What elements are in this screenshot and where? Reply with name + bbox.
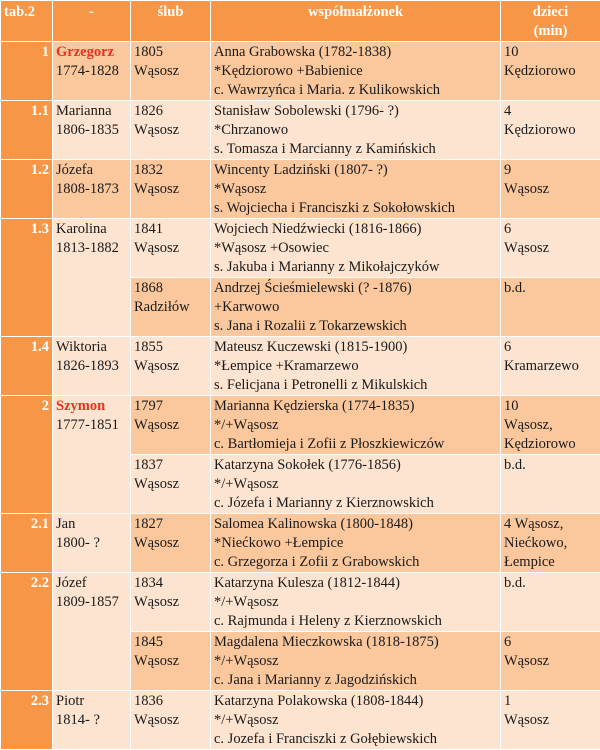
children-count: b.d. [504, 574, 597, 593]
spouse-life: */+Wąsosz [214, 475, 497, 494]
marriage-date: 1836 [134, 692, 207, 711]
row-index: 1 [1, 42, 53, 101]
spouse-cell [211, 101, 501, 160]
person-cell [53, 160, 131, 219]
marriage-place: Wąsosz [134, 239, 207, 258]
table-row [1, 219, 600, 278]
person-years: 1813-1882 [56, 239, 127, 258]
spouse-name: Wojciech Niedźwiecki (1816-1866) [214, 220, 497, 239]
marriage-place: Radziłów [134, 298, 207, 317]
row-index: 2 [1, 396, 53, 514]
children-cell [501, 573, 600, 632]
spouse-life: *Niećkowo +Łempice [214, 534, 497, 553]
marriage-place: Wąsosz [134, 357, 207, 376]
person-years: 1777-1851 [56, 416, 127, 435]
children-count: 4 [504, 102, 597, 121]
spouse-parents: s. Felicjana i Petronelli z Mikulskich [214, 376, 497, 395]
spouse-life: *Kędziorowo +Babienice [214, 62, 497, 81]
row-index: 1.1 [1, 101, 53, 160]
header-row [1, 1, 600, 42]
spouse-parents: c. Wawrzyńca i Maria. z Kulikowskich [214, 81, 497, 100]
children-place: Niećkowo, [504, 534, 597, 553]
spouse-cell [211, 396, 501, 455]
person-cell [53, 396, 131, 514]
header-children-label: dzieci [504, 3, 597, 22]
marriage-date: 1837 [134, 456, 207, 475]
person-years: 1808-1873 [56, 180, 127, 199]
spouse-life: */+Wąsosz [214, 711, 497, 730]
person-name: Grzegorz [56, 43, 127, 62]
spouse-name: Wincenty Ladziński (1807- ?) [214, 161, 497, 180]
spouse-cell [211, 632, 501, 691]
spouse-parents: s. Tomasza i Marcianny z Kamińskich [214, 140, 497, 159]
spouse-parents: c. Bartłomieja i Zofii z Płoszkiewiczów [214, 435, 497, 454]
marriage-date: 1832 [134, 161, 207, 180]
children-cell [501, 396, 600, 455]
person-cell [53, 573, 131, 691]
person-cell [53, 514, 131, 573]
children-place: Wąsosz [504, 239, 597, 258]
person-years: 1774-1828 [56, 62, 127, 81]
header-tab: tab.2 [1, 1, 53, 42]
marriage-cell [131, 455, 211, 514]
children-cell [501, 219, 600, 278]
marriage-place: Wąsosz [134, 416, 207, 435]
spouse-cell [211, 455, 501, 514]
children-count: 4 Wąsosz, [504, 515, 597, 534]
table-row [1, 42, 600, 101]
spouse-name: Katarzyna Polakowska (1808-1844) [214, 692, 497, 711]
marriage-place: Wąsosz [134, 652, 207, 671]
person-cell [53, 42, 131, 101]
person-cell [53, 337, 131, 396]
children-place: Wąsosz, [504, 416, 597, 435]
children-cell [501, 514, 600, 573]
spouse-name: Stanisław Sobolewski (1796- ?) [214, 102, 497, 121]
children-cell [501, 691, 600, 750]
children-count: 6 [504, 633, 597, 652]
spouse-name: Magdalena Mieczkowska (1818-1875) [214, 633, 497, 652]
spouse-cell [211, 160, 501, 219]
table-row [1, 573, 600, 632]
spouse-name: Mateusz Kuczewski (1815-1900) [214, 338, 497, 357]
children-cell [501, 632, 600, 691]
spouse-cell [211, 219, 501, 278]
table-row [1, 337, 600, 396]
table-row [1, 691, 600, 750]
children-cell [501, 278, 600, 337]
table-row [1, 514, 600, 573]
spouse-parents: c. Józefa i Marianny z Kierznowskich [214, 494, 497, 513]
marriage-cell [131, 573, 211, 632]
person-name: Jan [56, 515, 127, 534]
children-cell [501, 42, 600, 101]
spouse-cell [211, 42, 501, 101]
children-count: 10 [504, 397, 597, 416]
children-cell [501, 455, 600, 514]
spouse-cell [211, 278, 501, 337]
person-years: 1809-1857 [56, 593, 127, 612]
person-name: Piotr [56, 692, 127, 711]
person-name: Szymon [56, 397, 127, 416]
marriage-cell [131, 278, 211, 337]
person-years: 1806-1835 [56, 121, 127, 140]
marriage-cell [131, 42, 211, 101]
spouse-parents: c. Jozefa i Franciszki z Gołębiewskich [214, 730, 497, 749]
spouse-parents: c. Grzegorza i Zofii z Grabowskich [214, 553, 497, 572]
marriage-date: 1805 [134, 43, 207, 62]
spouse-cell [211, 514, 501, 573]
table-row [1, 101, 600, 160]
spouse-life: +Karwowo [214, 298, 497, 317]
marriage-date: 1868 [134, 279, 207, 298]
marriage-cell [131, 691, 211, 750]
spouse-parents: s. Wojciecha i Franciszki z Sokołowskich [214, 199, 497, 218]
spouse-name: Salomea Kalinowska (1800-1848) [214, 515, 497, 534]
marriage-date: 1834 [134, 574, 207, 593]
marriage-date: 1826 [134, 102, 207, 121]
spouse-cell [211, 337, 501, 396]
marriage-cell [131, 337, 211, 396]
header-dash: - [53, 1, 131, 42]
person-cell [53, 691, 131, 750]
children-place: Wąsosz [504, 711, 597, 730]
spouse-name: Andrzej Ścieśmielewski (? -1876) [214, 279, 497, 298]
children-place: Wąsosz [504, 652, 597, 671]
children-count: 6 [504, 338, 597, 357]
spouse-cell [211, 573, 501, 632]
spouse-parents: s. Jana i Rozalii z Tokarzewskich [214, 317, 497, 336]
spouse-life: */+Wąsosz [214, 652, 497, 671]
children-place: Kramarzewo [504, 357, 597, 376]
children-count: b.d. [504, 456, 597, 475]
marriage-date: 1841 [134, 220, 207, 239]
marriage-place: Wąsosz [134, 534, 207, 553]
row-index: 2.1 [1, 514, 53, 573]
marriage-cell [131, 160, 211, 219]
children-cell [501, 160, 600, 219]
spouse-name: Marianna Kędzierska (1774-1835) [214, 397, 497, 416]
children-count: b.d. [504, 279, 597, 298]
marriage-place: Wąsosz [134, 711, 207, 730]
spouse-name: Katarzyna Sokołek (1776-1856) [214, 456, 497, 475]
table-row [1, 396, 600, 455]
header-children [501, 1, 600, 42]
person-name: Marianna [56, 102, 127, 121]
spouse-parents: s. Jakuba i Marianny z Mikołajczyków [214, 258, 497, 277]
person-years: 1814- ? [56, 711, 127, 730]
spouse-parents: c. Rajmunda i Heleny z Kierznowskich [214, 612, 497, 631]
spouse-cell [211, 691, 501, 750]
table-row [1, 160, 600, 219]
marriage-cell [131, 219, 211, 278]
marriage-date: 1827 [134, 515, 207, 534]
children-count: 9 [504, 161, 597, 180]
spouse-life: */+Wąsosz [214, 416, 497, 435]
children-place-2: Kędziorowo [504, 435, 597, 454]
spouse-name: Katarzyna Kulesza (1812-1844) [214, 574, 497, 593]
marriage-place: Wąsosz [134, 593, 207, 612]
person-name: Józef [56, 574, 127, 593]
spouse-life: */+Wąsosz [214, 593, 497, 612]
marriage-date: 1855 [134, 338, 207, 357]
children-count: 1 [504, 692, 597, 711]
marriage-date: 1797 [134, 397, 207, 416]
row-index: 2.3 [1, 691, 53, 750]
row-index: 1.2 [1, 160, 53, 219]
marriage-cell [131, 632, 211, 691]
spouse-life: *Wąsosz [214, 180, 497, 199]
header-spouse: współmałżonek [211, 1, 501, 42]
marriage-cell [131, 101, 211, 160]
marriage-place: Wąsosz [134, 121, 207, 140]
person-cell [53, 219, 131, 337]
spouse-parents: c. Jana i Marianny z Jagodzińskich [214, 671, 497, 690]
children-cell [501, 337, 600, 396]
children-place: Kędziorowo [504, 62, 597, 81]
marriage-date: 1845 [134, 633, 207, 652]
marriage-place: Wąsosz [134, 62, 207, 81]
spouse-name: Anna Grabowska (1782-1838) [214, 43, 497, 62]
children-count: 6 [504, 220, 597, 239]
marriage-place: Wąsosz [134, 475, 207, 494]
person-name: Karolina [56, 220, 127, 239]
children-place-2: Łempice [504, 553, 597, 572]
header-children-min: (min) [504, 22, 597, 41]
person-years: 1800- ? [56, 534, 127, 553]
marriage-cell [131, 396, 211, 455]
row-index: 2.2 [1, 573, 53, 691]
row-index: 1.3 [1, 219, 53, 337]
person-years: 1826-1893 [56, 357, 127, 376]
header-slub: ślub [131, 1, 211, 42]
children-cell [501, 101, 600, 160]
children-place: Kędziorowo [504, 121, 597, 140]
person-name: Józefa [56, 161, 127, 180]
spouse-life: *Łempice +Kramarzewo [214, 357, 497, 376]
spouse-life: *Wąsosz +Osowiec [214, 239, 497, 258]
row-index: 1.4 [1, 337, 53, 396]
spouse-life: *Chrzanowo [214, 121, 497, 140]
person-cell [53, 101, 131, 160]
children-count: 10 [504, 43, 597, 62]
marriage-cell [131, 514, 211, 573]
marriage-place: Wąsosz [134, 180, 207, 199]
children-place: Wąsosz [504, 180, 597, 199]
person-name: Wiktoria [56, 338, 127, 357]
